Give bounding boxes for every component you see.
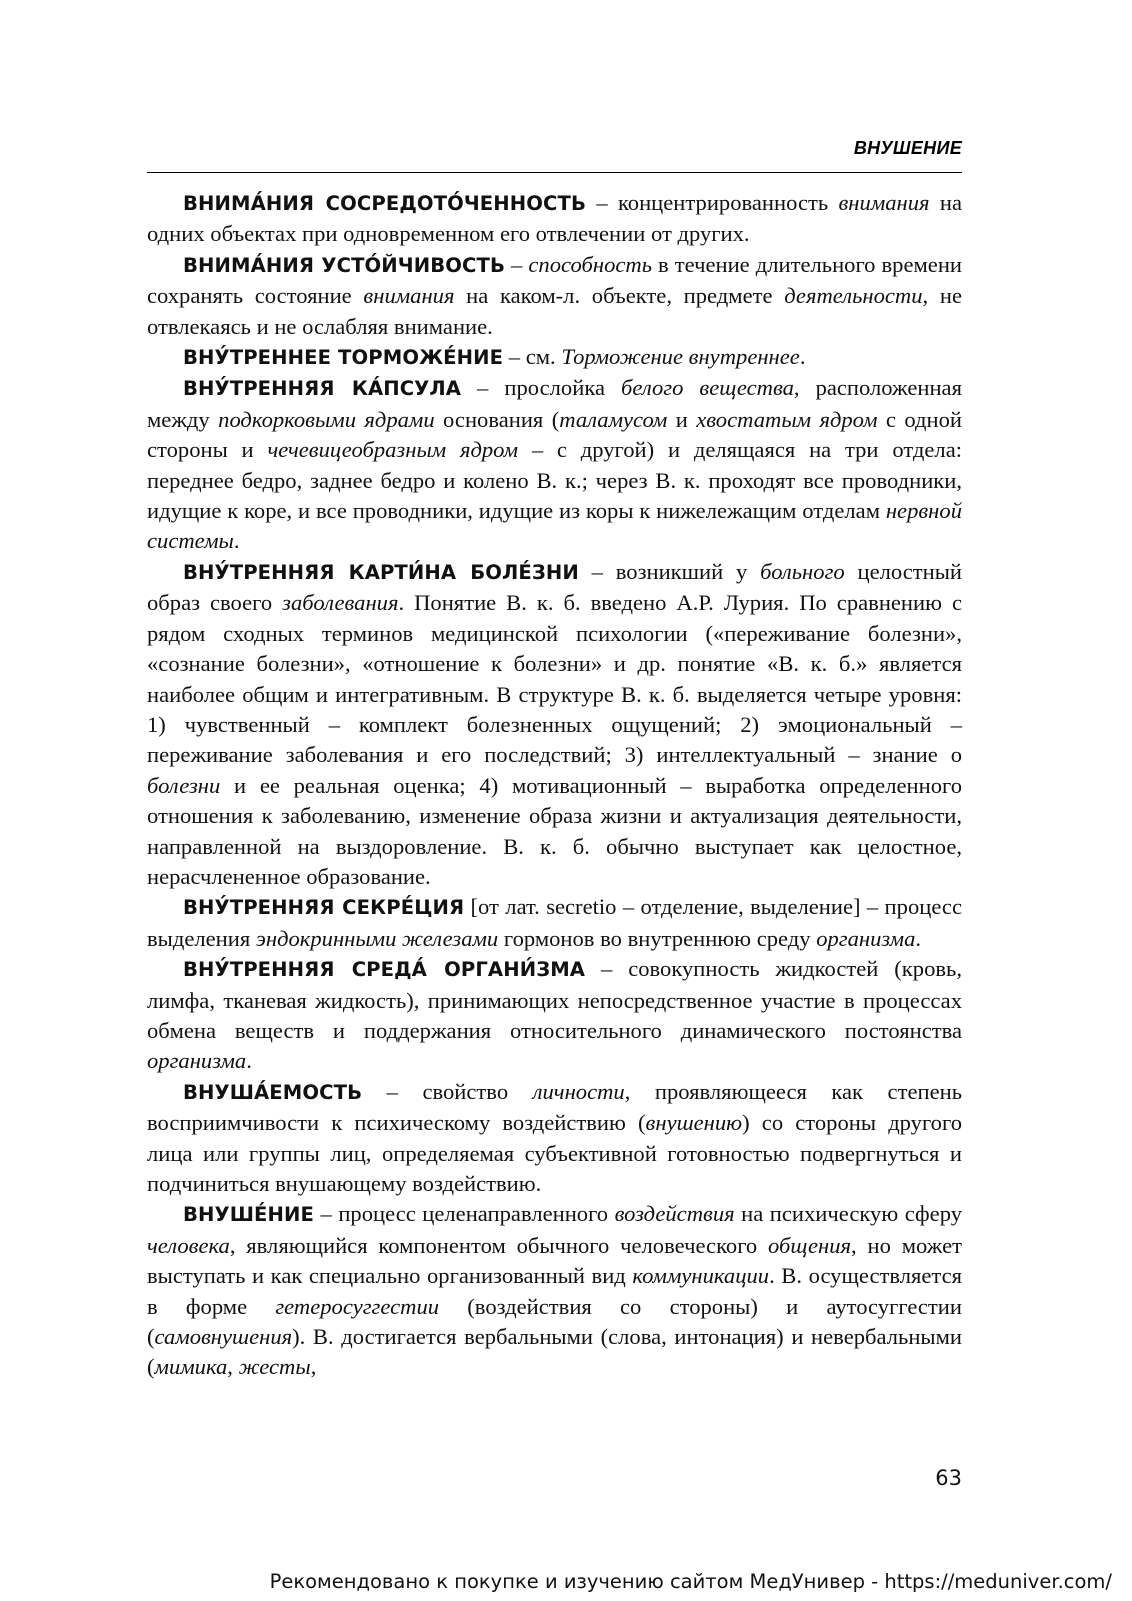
entry-text: , проявляющееся как степень восприимчивости к психическому воздействию ( bbox=[147, 1078, 962, 1136]
entry-text: . В. осуществляется в форме bbox=[147, 1263, 963, 1319]
footer-note: Рекомендовано к покупке и изучению сайтом МедУнивер - https://meduniver.com/ bbox=[269, 1570, 1112, 1593]
entry-headword: ВНУ́ТРЕННЯЯ СРЕДА́ ОРГАНИ́ЗМА bbox=[183, 958, 586, 982]
entry-cross-reference: человека bbox=[147, 1232, 230, 1258]
entry-text: . bbox=[233, 528, 240, 554]
entry-cross-reference: подкорковыми ядрами bbox=[218, 406, 435, 432]
entry-text: – bbox=[505, 251, 529, 277]
entry-headword: ВНУША́ЕМОСТЬ bbox=[183, 1080, 363, 1104]
entry-cross-reference: организма bbox=[147, 1048, 247, 1074]
entry-text: – совокупность жидкостей (кровь, лимфа, тканевая жидкость), принимающих непосредственное участие в процессах обмена веществ и поддержания относительного динамического постоянства bbox=[147, 956, 962, 1043]
dictionary-entry bbox=[147, 892, 962, 954]
dictionary-entry bbox=[147, 373, 962, 556]
running-title: ВНУШЕНИЕ bbox=[853, 138, 962, 158]
entry-cross-reference: внушению bbox=[645, 1110, 743, 1136]
entry-text: ). В. достигается вербальными (слова, интонация) и невербальными ( bbox=[147, 1324, 962, 1380]
entry-cross-reference: воздействия bbox=[614, 1201, 735, 1227]
dictionary-entry bbox=[147, 342, 962, 373]
entry-text: ) со стороны другого лица или группы лиц, определяемая субъективной готовностью подвергнуться и подчиниться внушающему воздействию. bbox=[147, 1110, 962, 1196]
entry-text: основания ( bbox=[434, 406, 560, 432]
entry-text: и ее реальная оценка; 4) мотивационный – выработка определенного отношения к заболеванию, изменение образа жизни и актуализация деятельности, направленной на выздоровление. В. к. б. обычно выступает как целостное, нерасчлененное образование. bbox=[147, 772, 962, 889]
entry-text: – процесс целенаправленного bbox=[314, 1201, 615, 1227]
header-rule bbox=[147, 172, 962, 173]
entry-text: с одной стороны и bbox=[147, 406, 962, 463]
entry-cross-reference: общения bbox=[768, 1232, 852, 1258]
entry-text: на каком-л. объекте, предмете bbox=[454, 283, 785, 309]
dictionary-entries bbox=[147, 188, 962, 1383]
entry-cross-reference: коммуникации bbox=[632, 1263, 770, 1289]
entry-cross-reference: организма bbox=[816, 925, 916, 951]
page-number: 63 bbox=[935, 1466, 962, 1490]
entry-headword: ВНУШЕ́НИЕ bbox=[183, 1203, 315, 1227]
entry-headword: ВНУ́ТРЕННЕЕ ТОРМОЖЕ́НИЕ bbox=[183, 346, 504, 370]
entry-text: – возникший у bbox=[578, 558, 761, 584]
dictionary-entry bbox=[147, 557, 962, 892]
entry-headword: ВНУ́ТРЕННЯЯ СЕКРЕ́ЦИЯ bbox=[183, 896, 465, 920]
entry-text: (воздействия со стороны) и аутосуггестии ( bbox=[147, 1293, 962, 1350]
entry-text: – концентрированность bbox=[586, 190, 839, 215]
entry-text: , расположенная между bbox=[147, 375, 962, 432]
entry-cross-reference: эндокринными железами bbox=[255, 925, 499, 951]
entry-cross-reference: внимания bbox=[363, 283, 455, 309]
entry-text: – с другой) и делящаяся на три отдела: переднее бедро, заднее бедро и колено В. к.; через В. к. проходят все проводники, идущие к коре, и все проводники, идущие из коры к нижележащим отделам bbox=[147, 437, 962, 524]
entry-cross-reference: самовнушения bbox=[154, 1324, 293, 1350]
entry-cross-reference: внимания bbox=[838, 190, 930, 215]
entry-cross-reference: болезни bbox=[147, 772, 221, 798]
entry-cross-reference: деятельности bbox=[784, 283, 923, 309]
dictionary-entry bbox=[147, 1199, 962, 1382]
entry-text: , bbox=[310, 1354, 317, 1380]
entry-text: . bbox=[246, 1048, 252, 1074]
dictionary-entry bbox=[147, 954, 962, 1077]
entry-cross-reference: хвостатым ядром bbox=[696, 406, 878, 432]
entry-cross-reference: нервной системы bbox=[147, 498, 962, 554]
entry-text: на одних объектах при одновременном его отвлечении от других. bbox=[147, 190, 962, 247]
entry-text: , не отвлекаясь и не ослабляя внимание. bbox=[147, 283, 963, 339]
entry-text: , bbox=[227, 1354, 239, 1380]
entry-cross-reference: жесты bbox=[238, 1354, 311, 1380]
entry-cross-reference: белого вещества bbox=[621, 375, 794, 401]
dictionary-entry bbox=[147, 1077, 962, 1200]
entry-text: в течение длительного времени сохранять состояние bbox=[147, 251, 963, 309]
entry-headword: ВНИМА́НИЯ СОСРЕДОТО́ЧЕННОСТЬ bbox=[183, 192, 587, 215]
dictionary-entry bbox=[147, 250, 962, 342]
entry-headword: ВНИМА́НИЯ УСТО́ЙЧИВОСТЬ bbox=[183, 253, 506, 277]
entry-text: – прослойка bbox=[461, 375, 622, 401]
entry-text: . Понятие В. к. б. введено А.Р. Лурия. По сравнению с рядом сходных терминов медицинской психологии («переживание болезни», «сознание болезни», «отношение к болезни» и др. понятие «В. к. б.» является наиболее общим и интегративным. В структуре В. к. б. выделяется четыре уровня: 1) чувственный – комплект болезненных ощущений; 2) эмоциональный – переживание заболевания и его последствий; 3) интеллектуальный – знание о bbox=[147, 590, 963, 768]
entry-text: – см. bbox=[503, 344, 562, 370]
entry-cross-reference: Торможение внутреннее bbox=[561, 344, 800, 370]
entry-text: , являющийся компонентом обычного человеческого bbox=[229, 1232, 769, 1258]
entry-text: и bbox=[667, 406, 697, 432]
entry-cross-reference: гетеросуггестии bbox=[275, 1293, 440, 1319]
entry-text: . bbox=[915, 925, 922, 951]
entry-cross-reference: заболевания bbox=[282, 590, 399, 616]
entry-text: – свойство bbox=[362, 1078, 533, 1104]
entry-cross-reference: чечевицеобразным ядром bbox=[267, 437, 519, 463]
entry-cross-reference: способность bbox=[528, 251, 652, 277]
entry-text: . bbox=[799, 344, 806, 370]
entry-text: , но может выступать и как специально организованный вид bbox=[147, 1232, 962, 1289]
entry-cross-reference: таламусом bbox=[559, 406, 668, 432]
entry-cross-reference: больного bbox=[760, 558, 845, 584]
entry-headword: ВНУ́ТРЕННЯЯ КАРТИ́НА БОЛЕ́ЗНИ bbox=[183, 560, 579, 584]
entry-headword: ВНУ́ТРЕННЯЯ КА́ПСУЛА bbox=[183, 377, 462, 401]
entry-text: целостный образ своего bbox=[147, 558, 962, 616]
entry-cross-reference: мимика bbox=[154, 1354, 228, 1380]
entry-cross-reference: личности bbox=[532, 1078, 625, 1104]
entry-text: гормонов во внутреннюю среду bbox=[498, 925, 817, 951]
dictionary-entry bbox=[147, 188, 962, 250]
entry-text: [от лат. secretio – отделение, выделение] – процесс выделения bbox=[147, 894, 962, 951]
entry-text: на психическую сферу bbox=[734, 1201, 962, 1227]
